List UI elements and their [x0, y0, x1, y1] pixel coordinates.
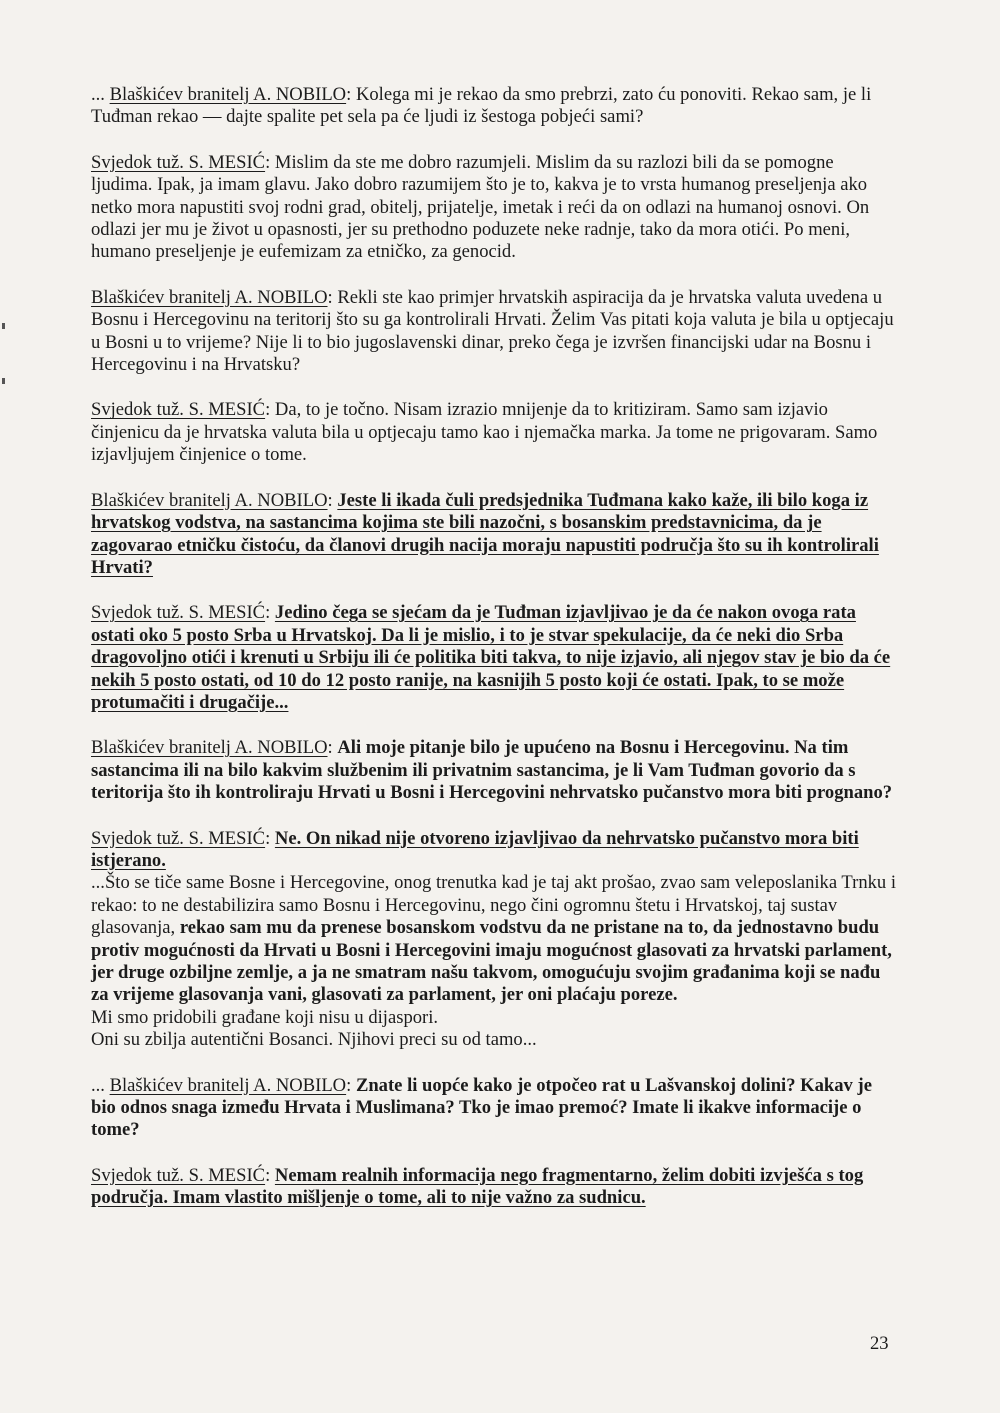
speaker-label: Svjedok tuž. S. MESIĆ: [91, 602, 266, 624]
emphasized-question: Jeste li ikada čuli predsjednika Tuđmana kako kaže, ili bilo koga iz hrvatskog vodstva, na sastancima kojima ste bili nazočni, s bosanskim predstavnicima, da je zagovarao etničku čistoću, da članovi drugih nacija moraju napustiti područja što su ih kontrolirali Hrvati?: [91, 489, 879, 578]
continuation-line: Oni su zbilja autentični Bosanci. Njihovi preci su od tamo...: [91, 1029, 537, 1051]
separator: :: [346, 1074, 356, 1096]
paragraph-text: Da, to je točno. Nisam izrazio mnijenje da to kritiziram. Samo sam izjavio činjenicu da je hrvatska valuta bila u optjecaju tamo kao i njemačka marka. Ja tome ne prigovaram. Samo izjavljujem činjenice o tome.: [91, 399, 878, 466]
bold-question: Znate li uopće kako je otpočeo rat u Lašvanskoj dolini? Kakav je bio odnos snaga između Hrvata i Muslimana? Tko je imao premoć? Imate li ikakve informacije o tome?: [91, 1074, 872, 1141]
paragraph-text: Rekli ste kao primjer hrvatskih aspiracija da je hrvatska valuta uvedena u Bosnu i Hercegovinu na teritorij što su ga kontrolirali Hrvati. Želim Vas pitati koja valuta je bila u optjecaju u Bosni u to vrijeme? Nije li to bio jugoslavenski dinar, preko čega je izvršen financijski udar na Bosnu i Hercegovinu i na Hrvatsku?: [91, 286, 894, 376]
separator: :: [265, 399, 275, 421]
paragraph-3: [91, 287, 899, 377]
emphasized-answer: Nemam realnih informacija nego fragmentarno, želim dobiti izvješća s tog područja. Imam vlastito mišljenje o tome, ali to nije važno za sudnicu.: [91, 1164, 864, 1209]
emphasized-answer: Jedino čega se sjećam da je Tuđman izjavljivao je da će nakon ovoga rata ostati oko 5 posto Srba u Hrvatskoj. Da li je mislio, i to je stvar spekulacije, da će neki dio Srba dragovoljno otići i krenuti u Srbiju ili će politika biti takva, to nije izjavio, ali njegov stav je bio da će nekih 5 posto ostati, od 10 do 12 posto ranije, na kasnijih 5 posto koji će ostati. Ipak, to se može protumačiti i drugačije...: [91, 602, 891, 713]
paragraph-text: Mislim da ste me dobro razumjeli. Mislim da su razlozi bili da se pomogne ljudima. Ipak, ja imam glavu. Jako dobro razumijem što je to, kakva je to vrsta humanog preseljenja ako netko mora napustiti svoj rodni grad, obitelj, prijatelje, imetak i reći da on odlazi na humanoj osnovi. On odlazi jer mu je život u opasnosti, jer su prethodno poduzete neke radnje, tako da mora otići. Po meni, humano preseljenje je eufemizam za etničko, za genocid.: [91, 151, 870, 263]
separator: :: [265, 151, 275, 173]
separator: :: [265, 827, 275, 849]
speaker-label: Blaškićev branitelj A. NOBILO: [109, 1074, 347, 1096]
continuation-line: Mi smo pridobili građane koji nisu u dijaspori.: [91, 1006, 439, 1028]
paragraph-1: [91, 84, 899, 129]
continuation-bold: rekao sam mu da prenese bosanskom vodstvu da ne pristane na to, da jednostavno budu protiv mogućnosti da Hrvati u Bosni i Hercegovini imaju mogućnost glasovati za hrvatski parlament, jer druge ozbiljne zemlje, a ja ne smatram našu takvom, omogućuju svojim građanima koji se nađu za vrijeme glasovanja vani, glasovati za parlament, jer oni plaćaju poreze.: [91, 917, 892, 1006]
separator: :: [327, 286, 338, 308]
ellipsis-prefix: ...: [91, 84, 110, 105]
paragraph-4: [91, 399, 899, 466]
emphasized-answer: Ne. On nikad nije otvoreno izjavljivao da nehrvatsko pučanstvo mora biti istjerano.: [91, 827, 859, 871]
bold-question: Ali moje pitanje bilo je upućeno na Bosnu i Hercegovinu. Na tim sastancima ili na bilo kakvim službenim ili privatnim sastancima, je li Vam Tuđman govorio da s teritorija što ih kontroliraju Hrvati u Bosni i Hercegovini nehrvatsko pučanstvo mora biti prognano?: [91, 737, 893, 804]
paragraph-2: [91, 152, 899, 264]
paragraph-5: [91, 490, 899, 580]
margin-mark: [2, 378, 5, 384]
speaker-label: Svjedok tuž. S. MESIĆ: [91, 1164, 266, 1186]
transcript-page: [91, 84, 899, 1233]
speaker-label: Blaškićev branitelj A. NOBILO: [91, 489, 328, 511]
margin-mark: [2, 323, 5, 329]
speaker-label: Svjedok tuž. S. MESIĆ: [91, 827, 266, 849]
separator: :: [346, 84, 356, 105]
paragraph-6: [91, 602, 899, 714]
separator: :: [265, 1164, 275, 1186]
speaker-label: Blaškićev branitelj A. NOBILO: [109, 84, 347, 105]
separator: :: [265, 602, 275, 624]
speaker-label: Blaškićev branitelj A. NOBILO: [91, 286, 328, 308]
separator: :: [327, 489, 338, 511]
paragraph-8: [91, 828, 899, 1052]
page-number: 23: [870, 1333, 889, 1354]
ellipsis-prefix: ...: [91, 1074, 110, 1096]
separator: :: [327, 737, 338, 759]
speaker-label: Svjedok tuž. S. MESIĆ: [91, 151, 266, 173]
paragraph-10: [91, 1165, 899, 1210]
continuation-text: ...Što se tiče same Bosne i Hercegovine, onog trenutka kad je taj akt prošao, zvao sam veleposlanika Trnku i rekao: to ne destabilizira samo Bosnu i Hercegovinu, nego čini ogromnu štetu i Hrvatskoj, taj sustav glasovanja,: [91, 872, 897, 939]
paragraph-9: [91, 1075, 899, 1142]
paragraph-7: [91, 737, 899, 804]
speaker-label: Svjedok tuž. S. MESIĆ: [91, 399, 266, 421]
speaker-label: Blaškićev branitelj A. NOBILO: [91, 737, 328, 759]
paragraph-text: Kolega mi je rekao da smo prebrzi, zato ću ponoviti. Rekao sam, je li Tuđman rekao — dajte spalite pet sela pa će ljudi iz šestoga pobjeći sami?: [91, 84, 872, 128]
